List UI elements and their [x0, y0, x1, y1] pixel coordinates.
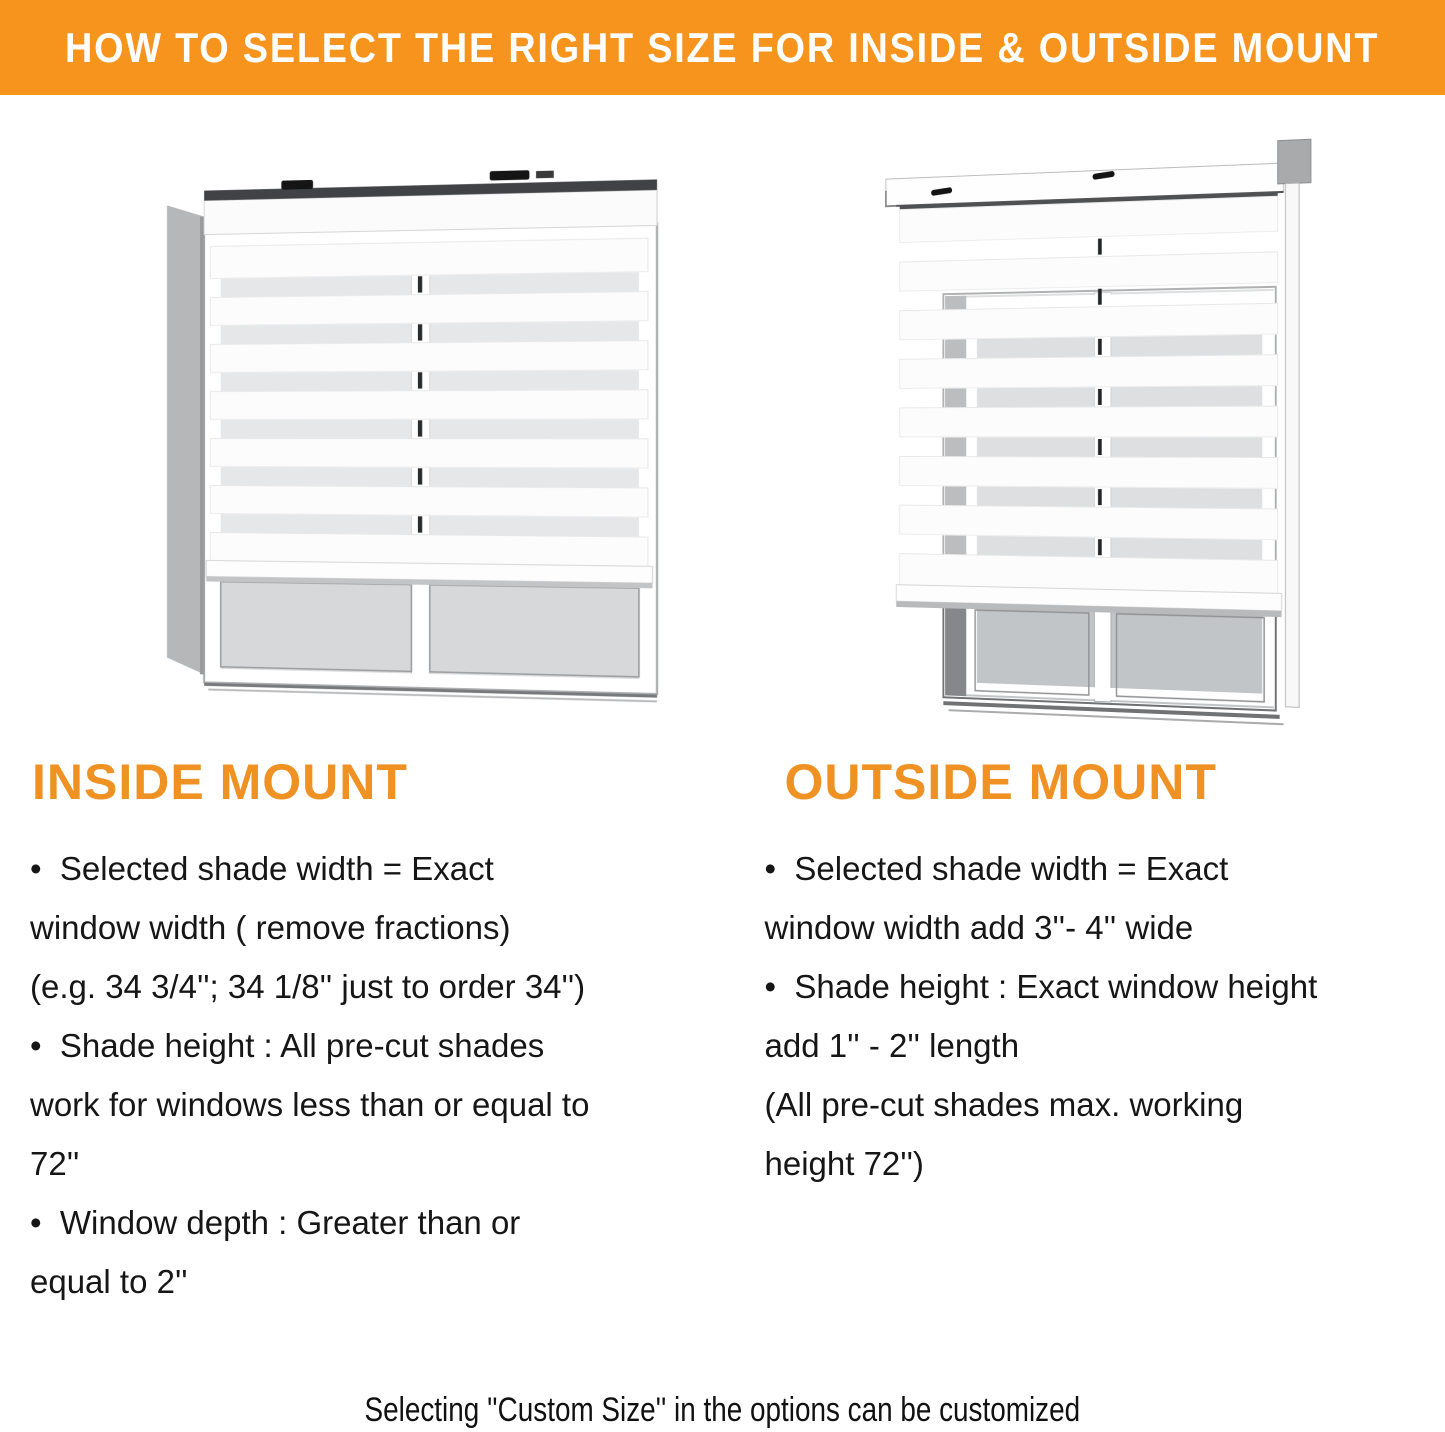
text-line: (All pre-cut shades max. working: [764, 1086, 1244, 1123]
outside-mount-text: [765, 839, 1445, 1193]
footer-note: [0, 1391, 1445, 1430]
text-line: • Selected shade width = Exact: [30, 850, 494, 887]
header-title: HOW TO SELECT THE RIGHT SIZE FOR INSIDE & OUTSIDE MOUNT: [65, 23, 1380, 71]
text-line: equal to 2'': [30, 1263, 188, 1300]
text-line: (e.g. 34 3/4''; 34 1/8'' just to order 34''): [30, 968, 586, 1005]
zebra-shade: [206, 238, 652, 588]
text-line: work for windows less than or equal to: [30, 1086, 590, 1123]
figures-row: [0, 95, 1445, 745]
text-line: 72'': [30, 1145, 80, 1182]
text-line: • Shade height : All pre-cut shades: [30, 1027, 545, 1064]
text-line: • Selected shade width = Exact: [764, 850, 1229, 887]
inside-mount-window-icon: [159, 146, 666, 717]
inside-mount-heading: INSIDE MOUNT: [32, 754, 408, 810]
text-line: height 72''): [764, 1145, 924, 1182]
outside-mount-heading: OUTSIDE MOUNT: [784, 754, 1217, 810]
header-banner: [0, 0, 1445, 95]
text-line: window width add 3''- 4'' wide: [764, 909, 1194, 946]
inside-mount-text: [30, 839, 723, 1311]
text-line: • Shade height : Exact window height: [764, 968, 1318, 1005]
outside-mount-illustration: [864, 143, 1310, 733]
footer-note-text: Selecting ''Custom Size'' in the options can be customized: [364, 1391, 1081, 1429]
instructions-row: [0, 745, 1445, 1311]
text-line: • Window depth : Greater than or: [30, 1204, 521, 1241]
inside-mount-section: [0, 745, 723, 1311]
outside-mount-section: [723, 745, 1445, 1311]
zebra-shade: [896, 192, 1281, 617]
text-line: add 1'' - 2'' length: [764, 1027, 1020, 1064]
outside-mount-window-icon: [874, 133, 1315, 743]
inside-mount-illustration: [150, 153, 662, 709]
text-line: window width ( remove fractions): [30, 909, 511, 946]
